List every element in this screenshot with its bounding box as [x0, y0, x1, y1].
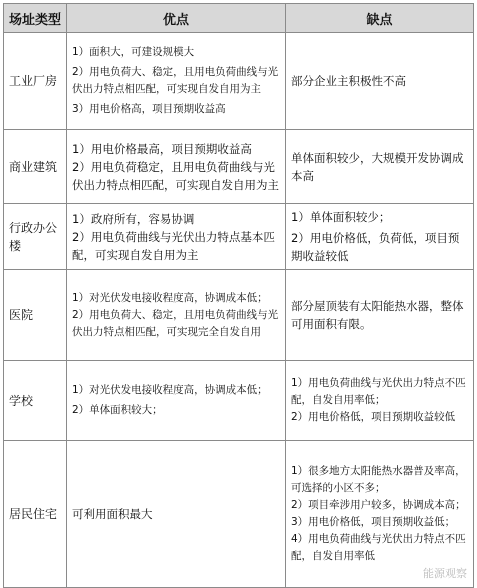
pros-item: 2）单体面积较大；	[72, 404, 163, 416]
table-row	[4, 361, 474, 441]
cons-cell	[286, 270, 474, 361]
table-row	[4, 33, 474, 130]
pros-item: 可利用面积最大	[72, 507, 153, 521]
pros-item: 1）面积大，可建设规模大	[72, 46, 195, 58]
pros-item: 1）用电价格最高，项目预期收益高	[72, 141, 252, 156]
pros-cell	[67, 204, 286, 270]
pros-cell	[67, 130, 286, 204]
row-type: 工业厂房	[4, 33, 67, 130]
pros-item: 2）用电负荷曲线与光伏出力特点基本匹配，可实现自发自用为主	[72, 229, 275, 262]
cons-item: 1）很多地方太阳能热水器普及率高，可选择的小区不多；	[291, 465, 466, 494]
header-type: 场址类型	[4, 4, 67, 33]
cons-item: 2）用电价格低，项目预期收益较低	[291, 411, 456, 423]
pros-cell	[67, 270, 286, 361]
cons-cell	[286, 361, 474, 441]
cons-item: 3）用电价格低，项目预期收益低；	[291, 516, 456, 528]
cons-item: 部分屋顶装有太阳能热水器，整体可用面积有限。	[291, 299, 464, 331]
cons-item: 1）用电负荷曲线与光伏出力特点不匹配，自发自用率低；	[291, 377, 466, 406]
table-row	[4, 130, 474, 204]
cons-item: 1）单体面积较少；	[291, 210, 391, 224]
cons-item: 部分企业主积极性不高	[291, 74, 406, 88]
row-type: 行政办公楼	[4, 204, 67, 270]
cons-item: 2）用电价格低，负荷低，项目预期收益较低	[291, 231, 460, 263]
header-row	[4, 4, 474, 33]
table-row	[4, 441, 474, 588]
header-cons: 缺点	[286, 4, 474, 33]
pros-item: 2）用电负荷稳定，且用电负荷曲线与光伏出力特点相匹配，可实现自发自用为主	[72, 159, 279, 192]
row-type: 居民住宅	[4, 441, 67, 588]
row-type: 医院	[4, 270, 67, 361]
cons-item: 单体面积较少，大规模开发协调成本高	[291, 150, 464, 183]
watermark: 能源观察	[423, 567, 467, 580]
cons-item: 4）用电负荷曲线与光伏出力特点不匹配，自发自用率低	[291, 533, 466, 562]
pros-cell	[67, 441, 286, 588]
pros-item: 2）用电负荷大、稳定，且用电负荷曲线与光伏出力特点相匹配，可实现完全自发自用	[72, 308, 279, 338]
cons-item: 2）项目牵涉用户较多，协调成本高；	[291, 499, 466, 511]
pros-item: 2）用电负荷大、稳定，且用电负荷曲线与光伏出力特点相匹配，可实现自发自用为主	[72, 66, 279, 95]
pros-item: 1）对光伏发电接收程度高，协调成本低；	[72, 291, 268, 304]
pros-item: 1）政府所有，容易协调	[72, 211, 195, 226]
header-pros: 优点	[67, 4, 286, 33]
cons-cell	[286, 130, 474, 204]
pros-cell	[67, 361, 286, 441]
cons-cell	[286, 33, 474, 130]
site-comparison-table	[3, 3, 474, 588]
row-type: 商业建筑	[4, 130, 67, 204]
pros-item: 3）用电价格高，项目预期收益高	[72, 103, 226, 115]
pros-item: 1）对光伏发电接收程度高，协调成本低；	[72, 384, 268, 396]
table-row	[4, 204, 474, 270]
pros-cell	[67, 33, 286, 130]
row-type: 学校	[4, 361, 67, 441]
table-row	[4, 270, 474, 361]
cons-cell	[286, 204, 474, 270]
